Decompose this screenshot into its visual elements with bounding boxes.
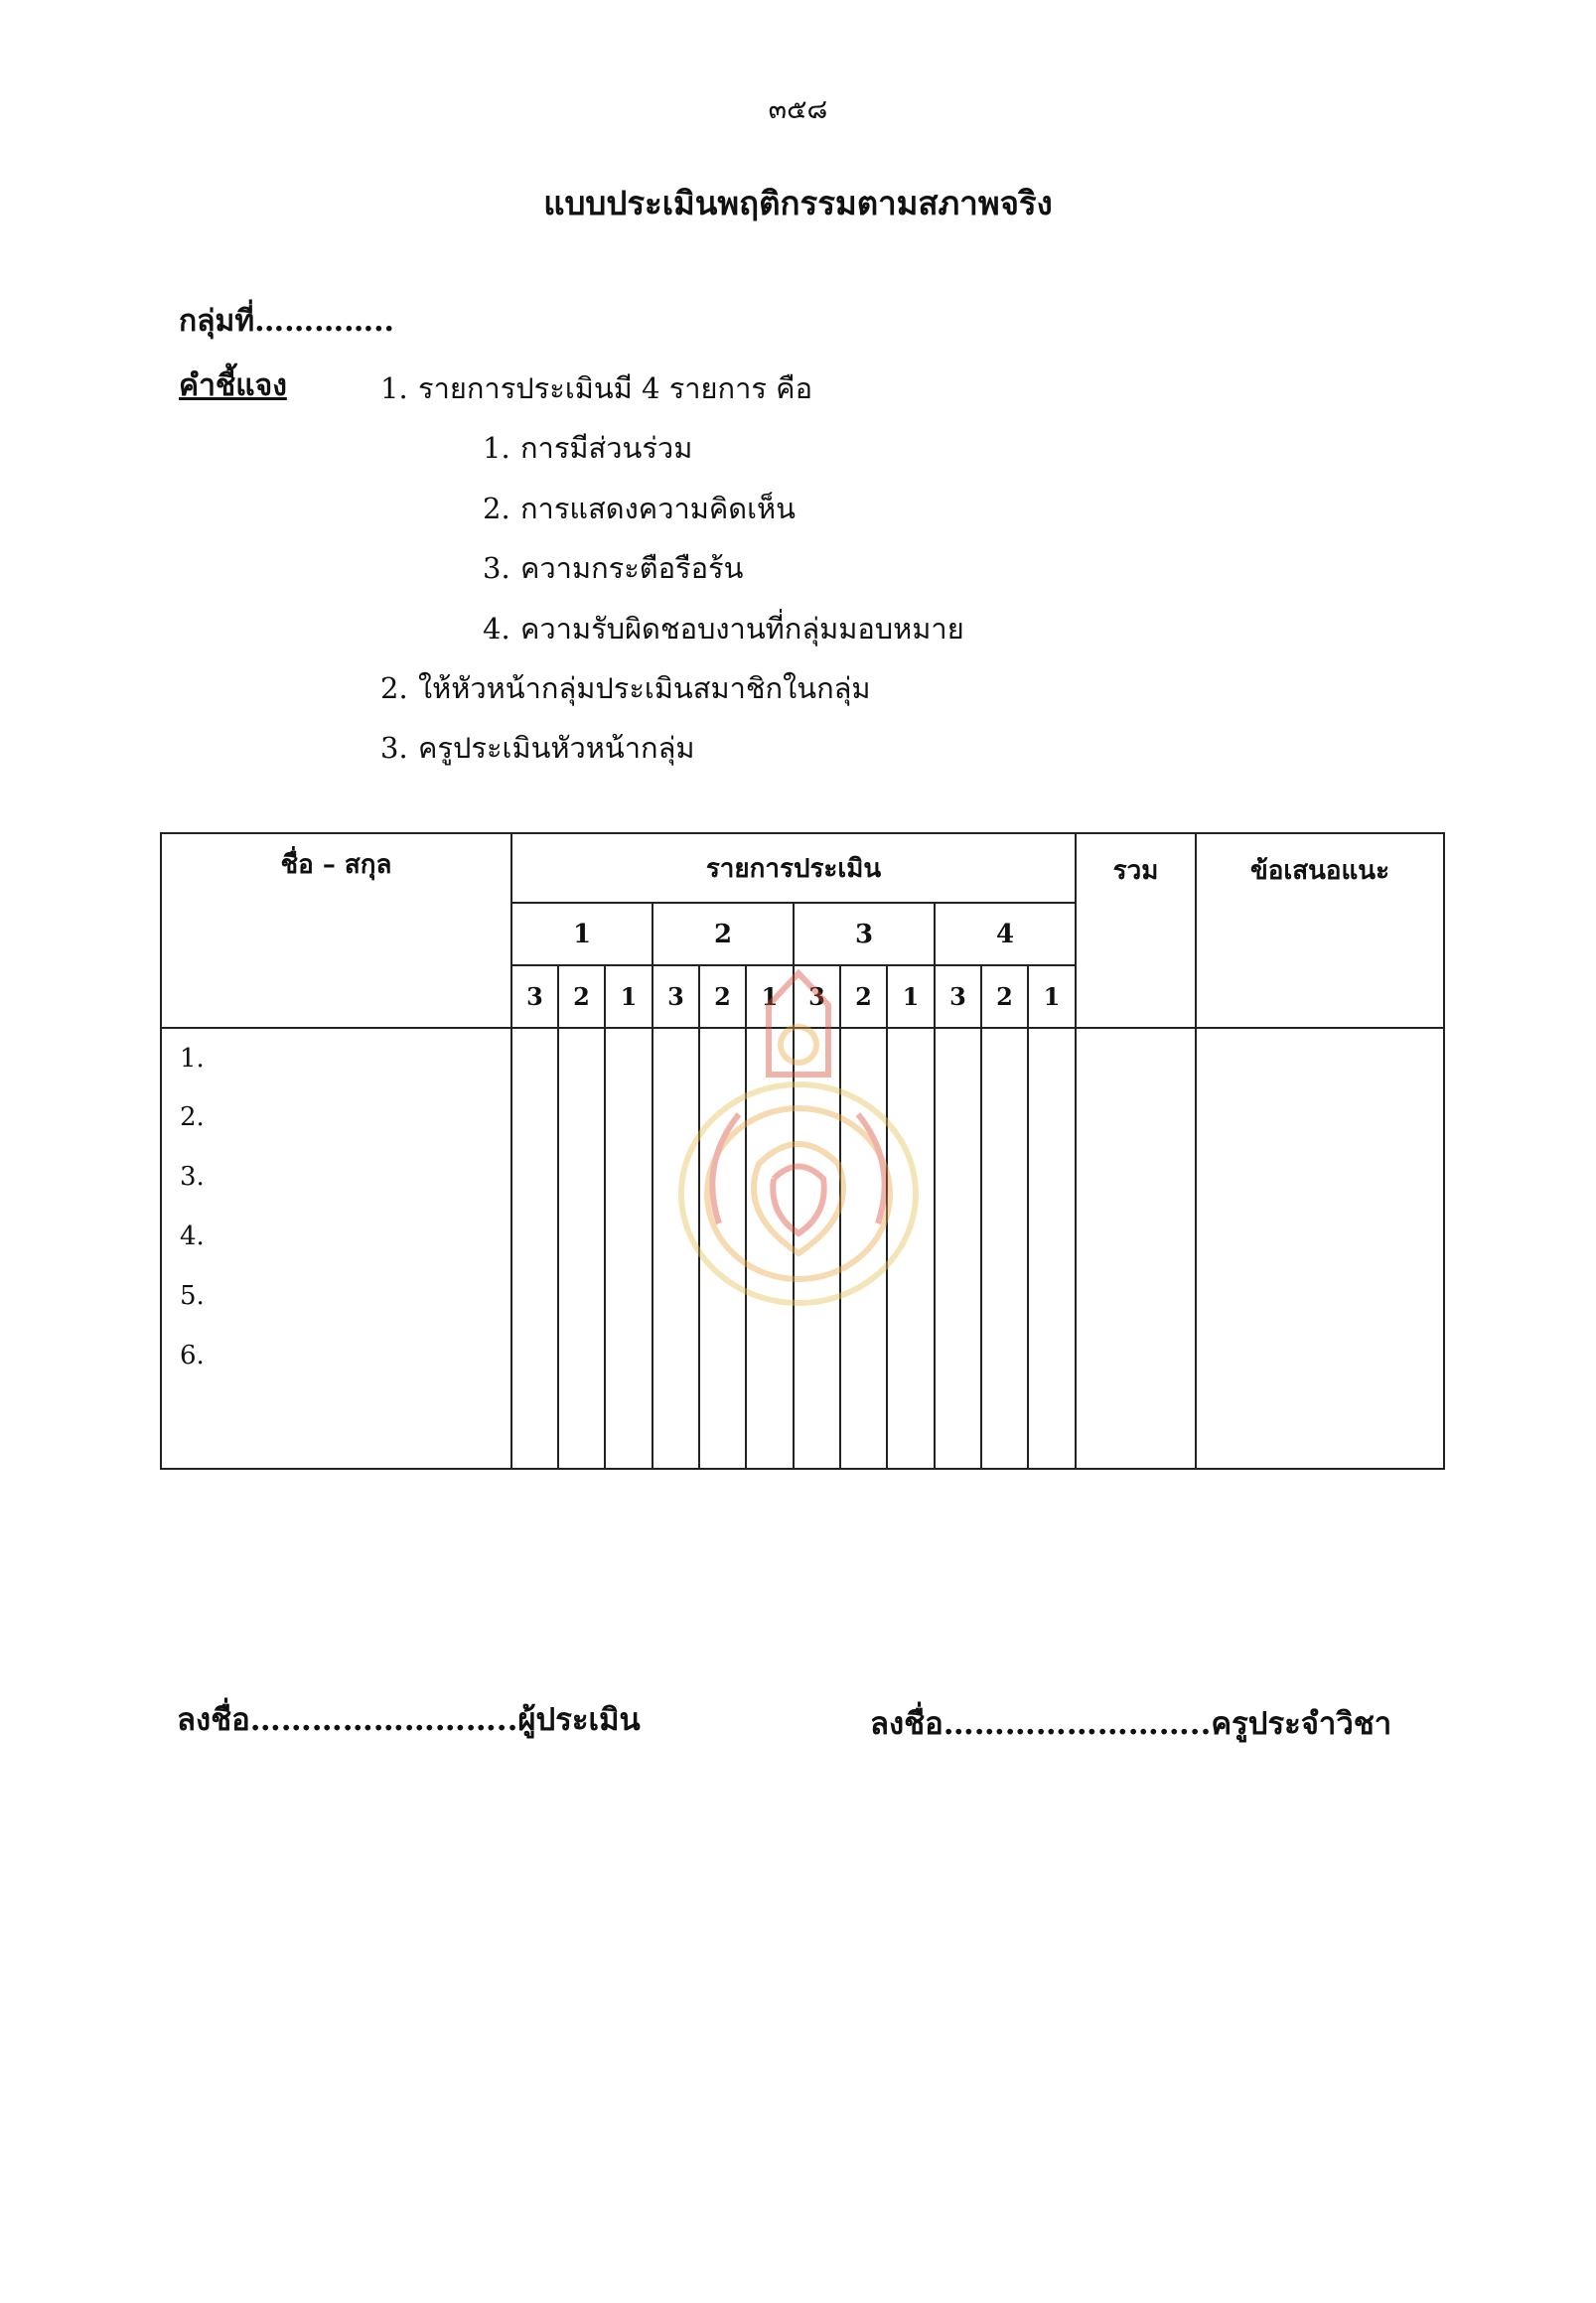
score-cell	[1028, 1028, 1076, 1087]
table-row	[161, 1087, 1444, 1147]
table-row	[161, 1207, 1444, 1266]
score-cell	[605, 1266, 653, 1326]
score-cell	[981, 1087, 1028, 1147]
criterion-header: 3	[794, 903, 935, 965]
score-cell	[840, 1087, 887, 1147]
score-header: 2	[558, 965, 605, 1028]
instruction-text: ให้หัวหน้ากลุ่มประเมินสมาชิกในกลุ่ม	[418, 671, 871, 705]
score-cell	[699, 1266, 746, 1326]
score-cell	[1028, 1087, 1076, 1147]
score-cell	[699, 1385, 746, 1469]
score-cell	[699, 1087, 746, 1147]
score-cell	[558, 1028, 605, 1087]
score-cell	[699, 1326, 746, 1385]
total-cell	[1076, 1326, 1196, 1385]
suggestion-cell	[1196, 1326, 1444, 1385]
score-header: 2	[981, 965, 1028, 1028]
score-cell	[605, 1147, 653, 1207]
suggestion-cell	[1196, 1385, 1444, 1469]
score-cell	[653, 1385, 699, 1469]
criterion-text: ความรับผิดชอบงานที่กลุ่มมอบหมาย	[520, 612, 964, 646]
score-cell	[887, 1326, 935, 1385]
score-cell	[558, 1326, 605, 1385]
score-cell	[653, 1087, 699, 1147]
criterion-item	[483, 545, 743, 591]
criterion-number: 1.	[483, 431, 510, 465]
score-header: 3	[794, 965, 840, 1028]
table-row	[161, 1266, 1444, 1326]
score-cell	[1028, 1207, 1076, 1266]
page-number: ๓๕๘	[768, 94, 828, 125]
score-cell	[558, 1087, 605, 1147]
score-cell	[794, 1326, 840, 1385]
score-cell	[887, 1266, 935, 1326]
instructions-label: คำชี้แจง	[179, 368, 287, 403]
score-header: 3	[935, 965, 981, 1028]
score-cell	[511, 1087, 558, 1147]
score-header: 3	[511, 965, 558, 1028]
score-cell	[653, 1147, 699, 1207]
score-cell	[887, 1207, 935, 1266]
criterion-number: 2.	[483, 492, 510, 525]
score-cell	[981, 1147, 1028, 1207]
score-cell	[511, 1147, 558, 1207]
score-cell	[887, 1087, 935, 1147]
score-cell	[840, 1326, 887, 1385]
total-cell	[1076, 1207, 1196, 1266]
score-cell	[794, 1028, 840, 1087]
criterion-text: ความกระตือรือร้น	[520, 551, 744, 585]
score-cell	[746, 1266, 794, 1326]
score-cell	[746, 1326, 794, 1385]
score-cell	[794, 1087, 840, 1147]
score-cell	[935, 1087, 981, 1147]
score-cell	[887, 1385, 935, 1469]
assessment-table	[160, 832, 1445, 1470]
score-cell	[558, 1207, 605, 1266]
row-number	[161, 1385, 511, 1469]
group-number-line: กลุ่มที่…………..	[179, 304, 394, 339]
total-column-header: รวม	[1076, 833, 1196, 1028]
score-cell	[746, 1207, 794, 1266]
instruction-number: 2.	[380, 671, 408, 705]
score-cell	[605, 1087, 653, 1147]
name-column-header: ชื่อ – สกุล	[161, 833, 511, 1028]
score-cell	[605, 1385, 653, 1469]
criterion-text: การแสดงความคิดเห็น	[520, 492, 796, 525]
suggestion-cell	[1196, 1207, 1444, 1266]
page-title: แบบประเมินพฤติกรรมตามสภาพจริง	[543, 184, 1053, 222]
score-cell	[511, 1385, 558, 1469]
score-cell	[887, 1028, 935, 1087]
score-cell	[1028, 1326, 1076, 1385]
total-cell	[1076, 1385, 1196, 1469]
total-cell	[1076, 1087, 1196, 1147]
score-cell	[981, 1028, 1028, 1087]
score-cell	[794, 1147, 840, 1207]
suggestion-cell	[1196, 1147, 1444, 1207]
instruction-text: รายการประเมินมี 4 รายการ คือ	[418, 371, 812, 405]
score-cell	[558, 1266, 605, 1326]
criterion-item	[483, 606, 964, 651]
suggestion-cell	[1196, 1087, 1444, 1147]
score-cell	[605, 1207, 653, 1266]
score-header: 1	[746, 965, 794, 1028]
score-header: 1	[887, 965, 935, 1028]
score-cell	[653, 1207, 699, 1266]
suggestion-cell	[1196, 1028, 1444, 1087]
score-cell	[794, 1207, 840, 1266]
score-cell	[935, 1207, 981, 1266]
score-cell	[558, 1385, 605, 1469]
score-cell	[840, 1207, 887, 1266]
score-cell	[1028, 1385, 1076, 1469]
instruction-item	[380, 365, 812, 411]
score-cell	[605, 1326, 653, 1385]
criterion-item	[483, 486, 796, 531]
total-cell	[1076, 1147, 1196, 1207]
criterion-item	[483, 425, 692, 471]
teacher-signature-line: ลงชื่อ……………………..ครูประจำวิชา	[870, 1706, 1392, 1742]
score-cell	[746, 1087, 794, 1147]
score-cell	[605, 1028, 653, 1087]
row-number: 5.	[161, 1266, 511, 1326]
score-header: 1	[1028, 965, 1076, 1028]
instruction-number: 3.	[380, 731, 408, 765]
score-cell	[981, 1326, 1028, 1385]
table-row	[161, 1147, 1444, 1207]
score-cell	[794, 1385, 840, 1469]
criterion-header: 2	[653, 903, 794, 965]
criteria-group-header: รายการประเมิน	[511, 833, 1076, 903]
row-number: 6.	[161, 1326, 511, 1385]
criterion-header: 1	[511, 903, 653, 965]
score-cell	[935, 1028, 981, 1087]
table-row	[161, 1385, 1444, 1469]
score-cell	[653, 1028, 699, 1087]
score-cell	[746, 1028, 794, 1087]
row-number: 1.	[161, 1028, 511, 1087]
score-cell	[981, 1385, 1028, 1469]
score-cell	[511, 1207, 558, 1266]
score-cell	[935, 1326, 981, 1385]
total-cell	[1076, 1266, 1196, 1326]
score-cell	[887, 1147, 935, 1207]
score-cell	[935, 1266, 981, 1326]
table-row	[161, 1028, 1444, 1087]
score-cell	[511, 1028, 558, 1087]
score-cell	[1028, 1147, 1076, 1207]
instruction-number: 1.	[380, 371, 408, 405]
score-cell	[935, 1385, 981, 1469]
instruction-item	[380, 725, 694, 771]
score-cell	[840, 1147, 887, 1207]
score-cell	[699, 1147, 746, 1207]
score-cell	[653, 1266, 699, 1326]
score-cell	[511, 1266, 558, 1326]
score-cell	[794, 1266, 840, 1326]
criterion-number: 4.	[483, 612, 510, 646]
score-cell	[746, 1385, 794, 1469]
criterion-header: 4	[935, 903, 1076, 965]
score-cell	[558, 1147, 605, 1207]
suggestion-cell	[1196, 1266, 1444, 1326]
criterion-number: 3.	[483, 551, 510, 585]
score-cell	[981, 1266, 1028, 1326]
instruction-item	[380, 665, 871, 711]
score-cell	[840, 1385, 887, 1469]
score-cell	[1028, 1266, 1076, 1326]
instruction-text: ครูประเมินหัวหน้ากลุ่ม	[418, 731, 695, 765]
score-header: 2	[840, 965, 887, 1028]
score-cell	[699, 1207, 746, 1266]
score-cell	[511, 1326, 558, 1385]
table-row	[161, 1326, 1444, 1385]
row-number: 4.	[161, 1207, 511, 1266]
score-cell	[746, 1147, 794, 1207]
score-cell	[653, 1326, 699, 1385]
score-cell	[699, 1028, 746, 1087]
criterion-text: การมีส่วนร่วม	[520, 431, 693, 465]
score-header: 2	[699, 965, 746, 1028]
suggestion-column-header: ข้อเสนอแนะ	[1196, 833, 1444, 1028]
score-cell	[935, 1147, 981, 1207]
assessor-signature-line: ลงชื่อ……………………..ผู้ประเมิน	[177, 1702, 641, 1738]
score-header: 3	[653, 965, 699, 1028]
score-cell	[981, 1207, 1028, 1266]
row-number: 3.	[161, 1147, 511, 1207]
score-header: 1	[605, 965, 653, 1028]
row-number: 2.	[161, 1087, 511, 1147]
total-cell	[1076, 1028, 1196, 1087]
score-cell	[840, 1028, 887, 1087]
score-cell	[840, 1266, 887, 1326]
